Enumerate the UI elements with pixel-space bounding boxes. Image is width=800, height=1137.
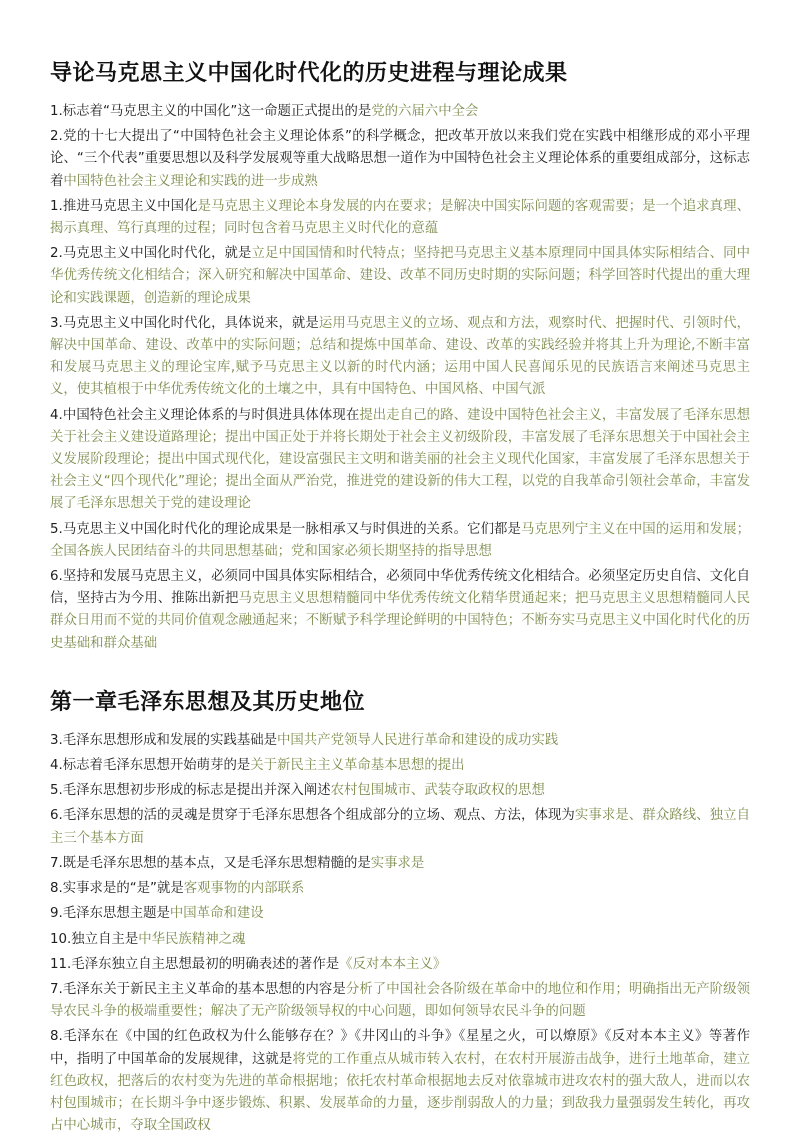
question-text: 7.既是毛泽东思想的基本点，又是毛泽东思想精髓的是 bbox=[50, 855, 371, 871]
question-text: 10.独立自主是 bbox=[50, 931, 139, 947]
question-text: 8.实事求是的“是”就是 bbox=[50, 881, 184, 897]
qa-item bbox=[50, 126, 750, 193]
question-text: 8.毛泽东在《中国的红色政权为什么能够存在？》《井冈山的斗争》《星星之火，可以燎原》《反对本本主义》等著作中，指明了中国革命的发展规律，这就是 bbox=[50, 1029, 750, 1067]
qa-item bbox=[50, 929, 750, 951]
qa-item bbox=[50, 101, 750, 123]
question-text: 3.毛泽东思想形成和发展的实践基础是 bbox=[50, 732, 278, 748]
question-text: 11.毛泽东独立自主思想最初的明确表述的著作是 bbox=[50, 956, 340, 972]
answer-text: 中国共产党领导人民进行革命和建设的成功实践 bbox=[277, 732, 559, 748]
qa-item bbox=[50, 243, 750, 310]
answer-text: 中国革命和建设 bbox=[169, 906, 264, 922]
answer-text: 马克思主义思想精髓同中华优秀传统文化精华贯通起来；把马克思主义思想精髓同人民群众日用而不觉的共同价值观念融通起来；不断赋予科学理论鲜明的中国特色；不断夯实马克思主义中国化时代化的历史基础和群众基础 bbox=[50, 591, 751, 651]
qa-item bbox=[50, 853, 750, 875]
question-text: 2.马克思主义中国化时代化，就是 bbox=[50, 246, 252, 262]
answer-text: 关于新民主主义革命基本思想的提出 bbox=[250, 758, 465, 774]
answer-text: 中华民族精神之魂 bbox=[138, 931, 246, 947]
qa-item bbox=[50, 196, 750, 240]
question-text: 9.毛泽东思想主题是 bbox=[50, 906, 170, 922]
answer-text: 中国特色社会主义理论和实践的进一步成熟 bbox=[63, 173, 318, 189]
qa-item bbox=[50, 780, 750, 802]
answer-text: 运用马克思主义的立场、观点和方法，观察时代、把握时代、引领时代，解决中国革命、建设、改革中的实际问题；总结和提炼中国革命、建设、改革的实践经验并将其上升为理论,不断丰富和发展马克思主义的理论宝库,赋予马克思主义以新的时代内涵；运用中国人民喜闻乐见的民族语言来阐述马克思主义，使其植根于中华优秀传统文化的土壤之中，具有中国特色、中国风格、中国气派 bbox=[50, 315, 751, 398]
question-text: 1.推进马克思主义中国化 bbox=[50, 198, 198, 214]
question-text: 4.中国特色社会主义理论体系的与时俱进具体体现在 bbox=[50, 407, 360, 423]
answer-text: 是马克思主义理论本身发展的内在要求；是解决中国实际问题的客观需要；是一个追求真理、揭示真理、笃行真理的过程；同时包含着马克思主义时代化的意蕴 bbox=[50, 198, 750, 237]
answer-text: 立足中国国情和时代特点；坚持把马克思主义基本原理同中国具体实际相结合、同中华优秀传统文化相结合；深入研究和解决中国革命、建设、改革不同历史时期的实际问题；科学回答时代提出的重大理论和实践课题，创造新的理论成果 bbox=[50, 246, 750, 306]
qa-item bbox=[50, 313, 750, 402]
answer-text: 提出走自己的路、建设中国特色社会主义，丰富发展了毛泽东思想关于社会主义建设道路理论；提出中国正处于并将长期处于社会主义初级阶段，丰富发展了毛泽东思想关于中国社会主义发展阶段理论；提出中国式现代化，建设富强民主文明和谐美丽的社会主义现代化国家，丰富发展了毛泽东思想关于社会主义“四个现代化”理论；提出全面从严治党，推进党的建设新的伟大工程，以党的自我革命引领社会革命，丰富发展了毛泽东思想关于党的建设理论 bbox=[50, 407, 750, 512]
answer-text: 客观事物的内部联系 bbox=[183, 881, 305, 897]
qa-item bbox=[50, 805, 750, 849]
qa-item bbox=[50, 405, 750, 516]
qa-item bbox=[50, 903, 750, 925]
qa-item bbox=[50, 566, 750, 655]
answer-text: 实事求是、群众路线、独立自主三个基本方面 bbox=[50, 808, 750, 846]
qa-item bbox=[50, 519, 750, 563]
question-text: 5.毛泽东思想初步形成的标志是提出并深入阐述 bbox=[50, 783, 331, 799]
qa-item bbox=[50, 755, 750, 777]
question-text: 3.马克思主义中国化时代化，具体说来，就是 bbox=[50, 315, 319, 331]
question-text: 6.毛泽东思想的活的灵魂是贯穿于毛泽东思想各个组成部分的立场、观点、方法，体现为 bbox=[50, 808, 575, 824]
qa-item bbox=[50, 954, 750, 976]
question-text: 1.标志着“马克思主义的中国化”这一命题正式提出的是 bbox=[50, 104, 372, 119]
question-text: 6.坚持和发展马克思主义，必须同中国具体实际相结合，必须同中华优秀传统文化相结合。必须坚定历史自信、文化自信，坚持古为今用、推陈出新把 bbox=[50, 569, 750, 607]
answer-text: 党的六届六中全会 bbox=[371, 104, 479, 119]
section-title-intro: 导论马克思主义中国化时代化的历史进程与理论成果 bbox=[50, 61, 568, 86]
qa-item bbox=[50, 730, 750, 752]
answer-text: 《反对本本主义》 bbox=[339, 956, 447, 972]
answer-text: 马克思列宁主义在中国的运用和发展；全国各族人民团结奋斗的共同思想基础；党和国家必须长期坚持的指导思想 bbox=[50, 521, 751, 559]
question-text: 5.马克思主义中国化时代化的理论成果是一脉相承又与时俱进的关系。它们都是 bbox=[50, 521, 522, 537]
answer-text: 农村包围城市、武装夺取政权的思想 bbox=[330, 783, 545, 799]
section-title-chapter1: 第一章毛泽东思想及其历史地位 bbox=[50, 689, 366, 715]
section-chapter1-list bbox=[50, 730, 750, 1137]
section-intro-list bbox=[50, 101, 750, 655]
answer-text: 将党的工作重点从城市转入农村，在农村开展游击战争，进行土地革命，建立红色政权，把落后的农村变为先进的革命根据地；依托农村革命根据地去反对依靠城市进攻农村的强大敌人，进而以农村包围城市；在长期斗争中逐步锻炼、积累、发展革命的力量，逐步削弱敌人的力量；到敌我力量强弱发生转化，再攻占中心城市，夺取全国政权 bbox=[50, 1051, 751, 1134]
qa-item bbox=[50, 979, 750, 1023]
answer-text: 实事求是 bbox=[370, 855, 425, 871]
question-text: 2.党的十七大提出了“中国特色社会主义理论体系”的科学概念，把改革开放以来我们党在实践中相继形成的邓小平理论、“三个代表”重要思想以及科学发展观等重大战略思想一道作为中国特色社会主义理论体系的重要组成部分，这标志着 bbox=[50, 129, 750, 189]
question-text: 4.标志着毛泽东思想开始萌芽的是 bbox=[50, 758, 251, 774]
qa-item bbox=[50, 1026, 750, 1137]
answer-text: 分析了中国社会各阶级在革命中的地位和作用；明确指出无产阶级领导农民斗争的极端重要性；解决了无产阶级领导权的中心问题，即如何领导农民斗争的问题 bbox=[50, 981, 751, 1020]
qa-item bbox=[50, 878, 750, 900]
question-text: 7.毛泽东关于新民主主义革命的基本思想的内容是 bbox=[50, 981, 346, 997]
